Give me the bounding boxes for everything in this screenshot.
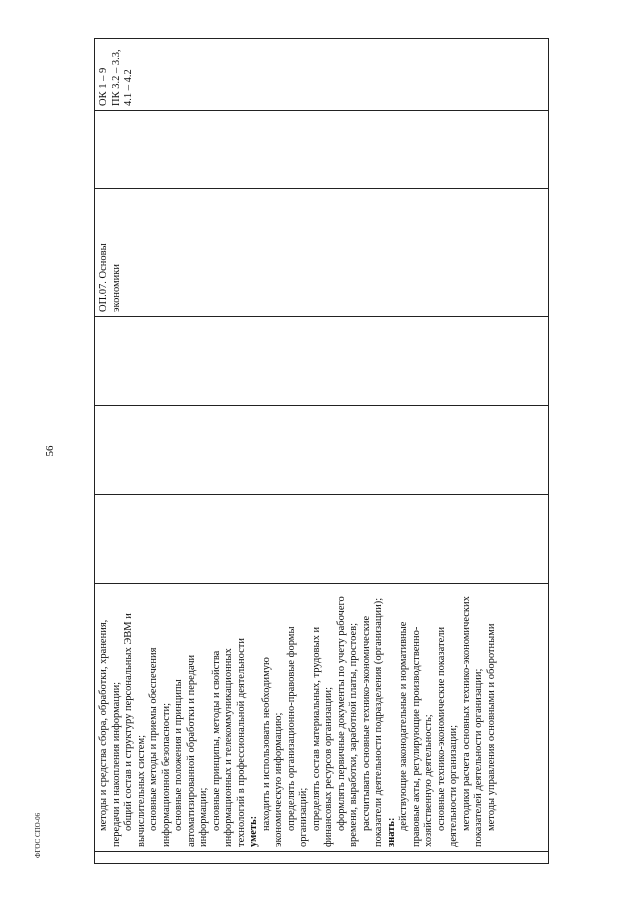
competence-cell [95,39,549,111]
content-line: знать: [385,817,397,847]
competence-line: 4.1 – 4.2 [123,69,134,106]
index-cell [95,852,549,864]
content-line: информации; [198,787,209,847]
content-line: оформлять первичные документы по учету рабочего [335,596,347,831]
competence-line: ОК 1 – 9 [98,67,109,106]
content-line: экономическую информацию; [273,712,284,847]
content-cell [95,584,549,852]
content-line: общий состав и структуру персональных ЭВМ и [123,613,134,831]
content-line: основные положения и принципы [173,679,184,831]
page-number: 56 [44,445,56,457]
empty-cell [95,495,549,584]
content-line: вычислительных систем; [135,734,147,847]
content-line: методики расчета основных технико-экономических [460,596,472,831]
content-line: автоматизированной обработки и передачи [185,654,197,847]
content-line: технологий в профессиональной деятельности [235,638,247,847]
content-line: основные технико-экономические показатели [435,626,447,831]
content-line: информационных и телекоммуникационных [223,648,234,847]
content-line: рассчитывать основные технико-экономические [360,615,372,831]
content-line: находить и использовать необходимую [260,657,272,831]
content-line: методы и средства сбора, обработки, хранения, [98,619,109,831]
competence-line: ПК 3.2 – 3.3, [110,49,122,106]
empty-cell [95,317,549,406]
standard-table [94,38,549,864]
table-row [95,39,549,864]
content-line: методы управления основными и оборотными [485,623,497,831]
table [94,38,549,864]
content-line: действующие законодательные и нормативные [398,621,409,831]
empty-cell [95,111,549,189]
footer-code: ФГОС СПО-06 [34,812,42,858]
content-line: определять состав материальных, трудовых и [310,626,322,831]
discipline-line: экономики [110,264,122,312]
content-line: определять организационно-правовые формы [285,626,297,831]
content-line: основные методы и приемы обеспечения [148,647,159,831]
discipline-cell [95,189,549,317]
empty-cell [95,406,549,495]
content-line: правовые акты, регулирующие производственно- [410,626,422,847]
discipline-line: ОП.07. Основы [98,243,109,312]
content-line: передачи и накопления информации; [110,681,122,847]
content-line: финансовых ресурсов организации; [323,686,334,847]
content-line: времени, выработки, заработной платы, простоев; [348,622,359,847]
content-line: деятельности организации; [448,724,459,847]
content-line: информационной безопасности; [160,702,172,847]
content-line: организаций; [298,787,309,847]
content-line: хозяйственную деятельность; [423,714,434,847]
content-line: уметь: [248,815,259,847]
content-line: основные принципы, методы и свойства [210,650,222,831]
content-line: показателей деятельности организации; [473,668,484,847]
content-line: показатели деятельности подразделения (организации); [373,597,384,847]
